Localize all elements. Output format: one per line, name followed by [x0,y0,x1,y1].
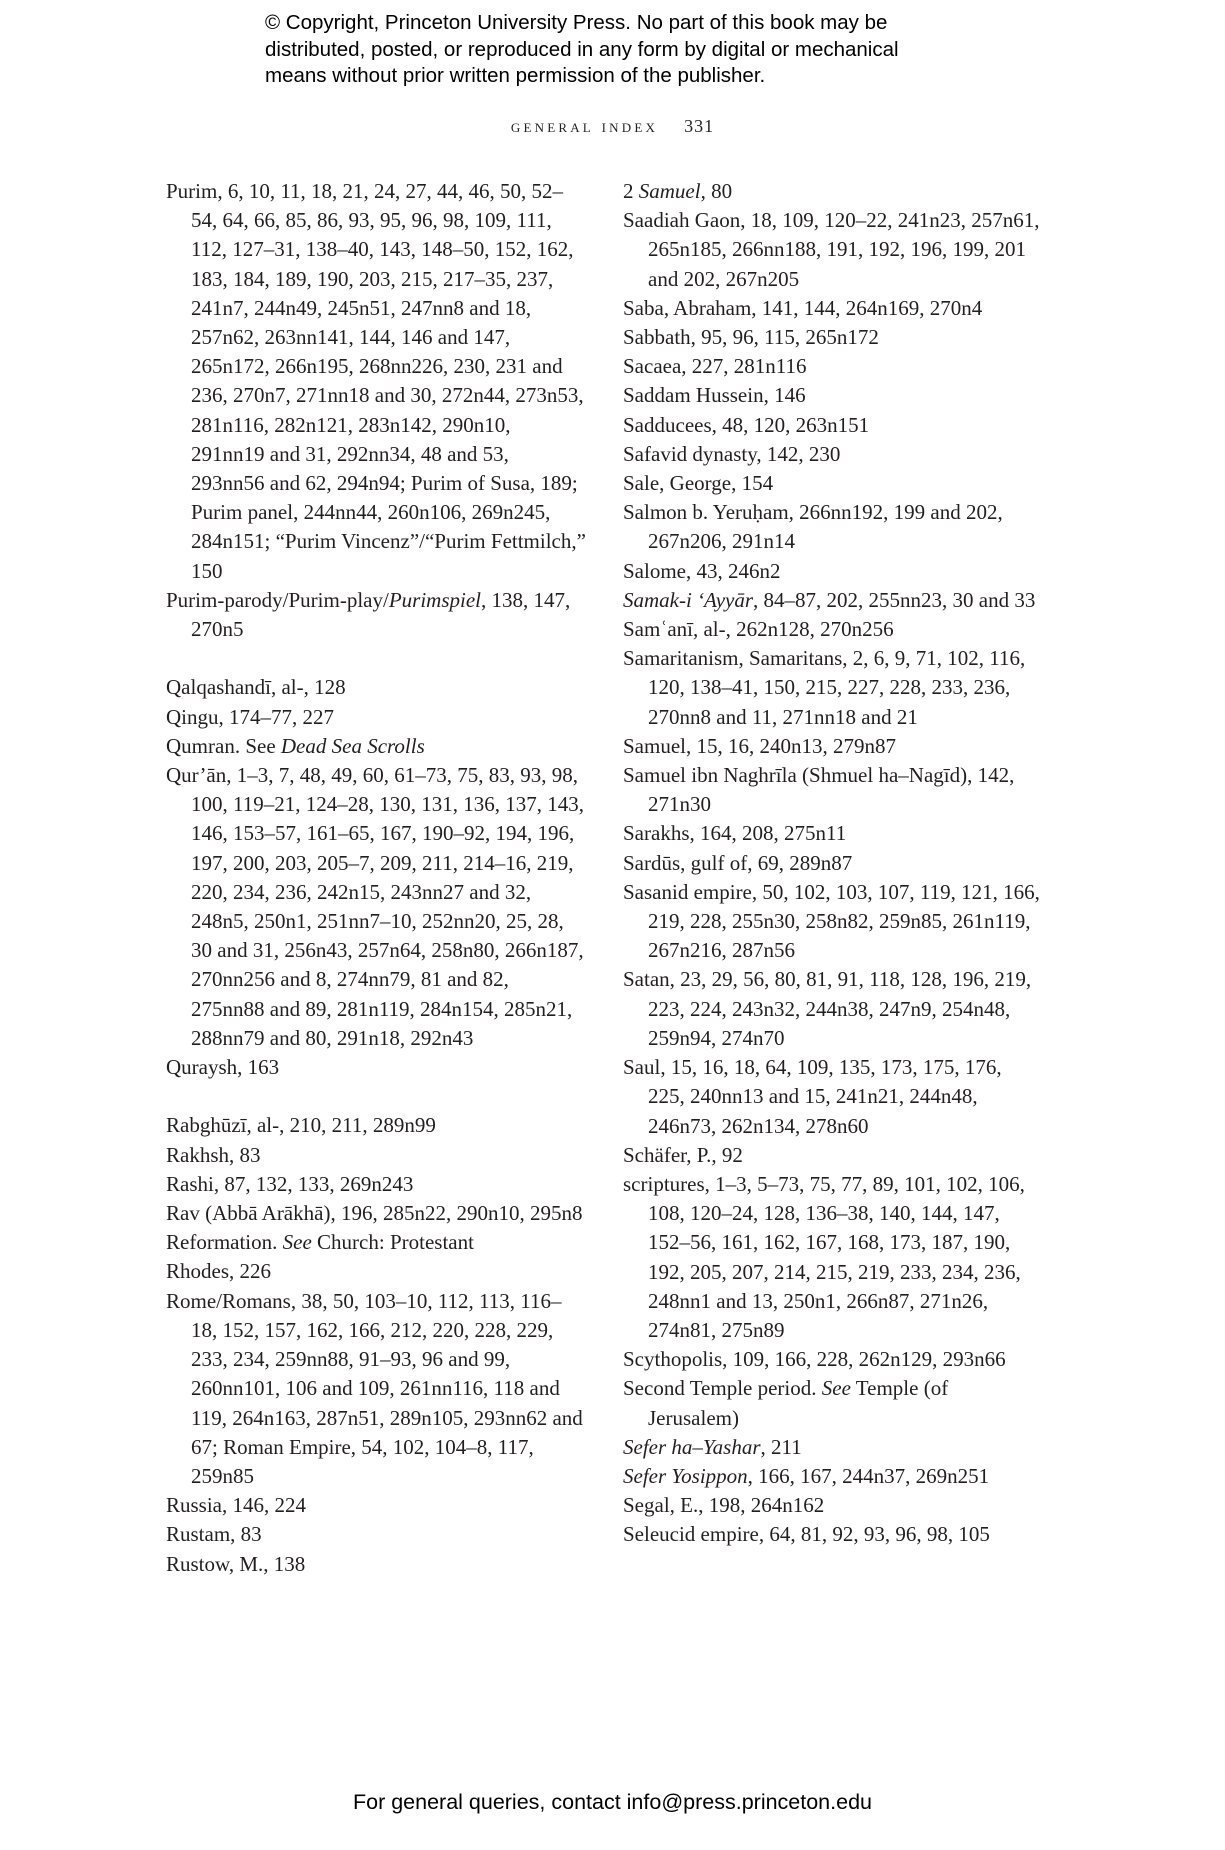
index-entry-text: Church: Protestant [311,1230,474,1255]
index-entry [166,1491,586,1520]
index-entry-text: Rashi, 87, 132, 133, 269n243 [166,1171,414,1196]
index-entry-text: Samuel, 15, 16, 240n13, 279n87 [623,733,896,758]
index-entry-text: Sabbath, 95, 96, 115, 265n172 [623,325,879,350]
page-number: 331 [684,116,715,136]
index-entry [166,1287,586,1491]
index-entry-text: Rabghūzī, al-, 210, 211, 289n99 [166,1113,436,1138]
index-entry-text: Schäfer, P., 92 [623,1142,743,1167]
index-entry-text: Salome, 43, 246n2 [623,558,781,583]
index-entry [166,1170,586,1199]
index-entry [623,819,1043,848]
index-entry-italic-text: Samuel [638,179,701,203]
index-entry-text: Sarakhs, 164, 208, 275n11 [623,821,847,846]
index-entry [623,1491,1043,1520]
index-entry-text: Sacaea, 227, 281n116 [623,354,807,379]
index-entry-italic-text: Samak-i ‘Ayyār [623,587,754,612]
index-entry-text: Satan, 23, 29, 56, 80, 81, 91, 118, 128, 196, 219, 223, 224, 243n32, 244n38, 247n9, 254n48, 259n94, 274n70 [623,967,1032,1050]
index-entry-italic-text: Dead Sea Scrolls [280,733,425,758]
index-entry-text: Rakhsh, 83 [166,1142,261,1167]
index-entry-text: , 166, 167, 244n37, 269n251 [747,1463,990,1488]
index-entry [623,1462,1043,1491]
index-entry [623,1141,1043,1170]
index-entry [166,177,586,586]
index-entry [623,761,1043,819]
index-entry [623,1520,1043,1549]
index-entry [166,1199,586,1228]
index-entry-italic-text: See [282,1230,312,1255]
index-entry [623,498,1043,556]
index-entry-italic-text: Sefer Yosippon [623,1463,748,1488]
index-entry-text: Scythopolis, 109, 166, 228, 262n129, 293n66 [623,1347,1006,1372]
index-column-left [166,177,586,1579]
index-entry-text: 2 [623,179,639,203]
copyright-notice [265,10,1025,90]
index-entry [166,1053,586,1082]
copyright-line: distributed, posted, or reproduced in any form by digital or mechanical [265,37,899,61]
index-entry-text: Russia, 146, 224 [166,1493,307,1518]
index-entry-text: Purim-parody/Purim-play/ [166,587,389,612]
index-entry [166,673,586,702]
running-head [0,116,1225,137]
index-entry-text: Segal, E., 198, 264n162 [623,1493,825,1518]
index-entry-text: Rome/Romans, 38, 50, 103–10, 112, 113, 116–18, 152, 157, 162, 166, 212, 220, 228, 229, 233, 234, 259nn88, 91–93, 96 and 99, 260nn101, 106 and 109, 261nn116, 118 and 119, 264n163, 287n51, 289n105, 293nn62 and 67; Roman Empire, 54, 102, 104–8, 117, 259n85 [166,1288,583,1488]
index-entry [166,1141,586,1170]
running-head-title: general index [510,116,659,136]
index-entry [623,440,1043,469]
index-entry-italic-text: See [821,1376,851,1401]
index-entry-text: Qumran. See [166,733,281,758]
index-entry [166,732,586,761]
index-entry [623,1170,1043,1345]
index-entry [623,557,1043,586]
index-entry-text: Second Temple period. [623,1376,822,1401]
index-column-right [623,177,1043,1550]
index-entry-text: Saba, Abraham, 141, 144, 264n169, 270n4 [623,295,983,320]
index-entry-text: Qalqashandī, al-, 128 [166,675,346,700]
index-entry [623,878,1043,966]
index-entry [623,411,1043,440]
index-entry-text: Saul, 15, 16, 18, 64, 109, 135, 173, 175, 176, 225, 240nn13 and 15, 241n21, 244n48, 246n73, 262n134, 278n60 [623,1055,1002,1138]
letter-group-gap [166,1082,586,1111]
index-entry [623,1374,1043,1432]
index-entry-text: Sardūs, gulf of, 69, 289n87 [623,850,853,875]
index-entry-text: Qingu, 174–77, 227 [166,704,334,729]
index-entry-text: scriptures, 1–3, 5–73, 75, 77, 89, 101, 102, 106, 108, 120–24, 128, 136–38, 140, 144, 147, 152–56, 161, 162, 167, 168, 173, 187, 190, 192, 205, 207, 214, 215, 219, 233, 234, 236, 248nn1 and 13, 250n1, 266n87, 271n26, 274n81, 275n89 [623,1171,1025,1342]
index-entry [623,849,1043,878]
index-entry [623,381,1043,410]
index-entry [623,965,1043,1053]
index-entry-text: Samʿanī, al-, 262n128, 270n256 [623,617,894,642]
index-entry [623,732,1043,761]
index-entry [166,1520,586,1549]
index-entry [623,469,1043,498]
index-entry [623,644,1043,732]
index-entry-text: Rav (Abbā Arākhā), 196, 285n22, 290n10, 295n8 [166,1201,583,1226]
index-entry [623,323,1043,352]
copyright-line: © Copyright, Princeton University Press. No part of this book may be [265,11,888,34]
index-entry-text: Sale, George, 154 [623,471,774,496]
index-entry [623,586,1043,615]
index-entry-text: Salmon b. Yeruḥam, 266nn192, 199 and 202, 267n206, 291n14 [623,500,1003,554]
copyright-line: means without prior written permission of the publisher. [265,64,766,87]
index-entry-text: Rustam, 83 [166,1522,262,1547]
footer-contact: For general queries, contact info@press.princeton.edu [352,1790,872,1814]
index-entry-text: Rustow, M., 138 [166,1551,306,1576]
index-entry-italic-text: Purimspiel [388,587,481,612]
index-entry [166,586,586,644]
index-entry [623,1345,1043,1374]
index-entry [623,615,1043,644]
index-entry-text: , 138, 147, 270n5 [191,587,571,642]
index-entry-text: Purim, 6, 10, 11, 18, 21, 24, 27, 44, 46, 50, 52–54, 64, 66, 85, 86, 93, 95, 96, 98, 109, 111, 112, 127–31, 138–40, 143, 148–50, 152, 162, 183, 184, 189, 190, 203, 215, 217–35, 237, 241n7, 244n49, 245n51, 247nn8 and 18, 257n62, 263nn141, 144, 146 and 147, 265n172, 266n195, 268nn226, 230, 231 and 236, 270n7, 271nn18 and 30, 272n44, 273n53, 281n116, 282n121, 283n142, 290n10, 291nn19 and 31, 292nn34, 48 and 53, 293nn56 and 62, 294n94; Purim of Susa, 189; Purim panel, 244nn44, 260n106, 269n245, 284n151; “Purim Vincenz”/“Purim Fettmilch,” 150 [166,179,586,583]
index-entry-text: Sasanid empire, 50, 102, 103, 107, 119, 121, 166, 219, 228, 255n30, 258n82, 259n85, 261n119, 267n216, 287n56 [623,879,1040,963]
index-entry-italic-text: Sefer ha–Yashar [623,1434,761,1459]
index-entry-text: Samaritanism, Samaritans, 2, 6, 9, 71, 102, 116, 120, 138–41, 150, 215, 227, 228, 233, 236, 270nn8 and 11, 271nn18 and 21 [623,646,1026,729]
index-entry-text: Saddam Hussein, 146 [623,383,806,408]
index-entry-text: Temple (of Jerusalem) [648,1376,949,1430]
index-entry-text: Safavid dynasty, 142, 230 [623,441,841,466]
letter-group-gap [166,644,586,673]
index-entry-text: Rhodes, 226 [166,1259,271,1284]
index-entry-text: , 211 [760,1434,802,1459]
index-entry-text: Saadiah Gaon, 18, 109, 120–22, 241n23, 257n61, 265n185, 266nn188, 191, 192, 196, 199, 201 and 202, 267n205 [623,208,1040,291]
index-entry-text: Quraysh, 163 [166,1055,280,1080]
index-entry [623,352,1043,381]
index-entry-text: , 80 [700,179,733,203]
index-entry [166,1228,586,1257]
index-entry-text: Sadducees, 48, 120, 263n151 [623,412,870,437]
index-entry [166,703,586,732]
index-entry-text: Seleucid empire, 64, 81, 92, 93, 96, 98, 105 [623,1522,990,1547]
index-entry [623,1433,1043,1462]
index-entry [623,294,1043,323]
index-entry [623,1053,1043,1141]
index-entry [623,177,1043,206]
index-entry [166,1550,586,1579]
index-entry-text: Qur’ān, 1–3, 7, 48, 49, 60, 61–73, 75, 83, 93, 98, 100, 119–21, 124–28, 130, 131, 136, 137, 143, 146, 153–57, 161–65, 167, 190–92, 194, 196, 197, 200, 203, 205–7, 209, 211, 214–16, 219, 220, 234, 236, 242n15, 243nn27 and 32, 248n5, 250n1, 251nn7–10, 252nn20, 25, 28, 30 and 31, 256n43, 257n64, 258n80, 266n187, 270nn256 and 8, 274nn79, 81 and 82, 275nn88 and 89, 281n119, 284n154, 285n21, 288nn79 and 80, 291n18, 292n43 [166,763,584,1050]
index-entry [166,1257,586,1286]
index-entry-text: Samuel ibn Naghrīla (Shmuel ha–Nagīd), 142, 271n30 [623,763,1015,817]
index-entry [166,1111,586,1140]
index-entry-text: Reformation. [166,1230,283,1255]
index-entry [623,206,1043,294]
index-entry [166,761,586,1053]
index-entry-text: , 84–87, 202, 255nn23, 30 and 33 [753,587,1036,612]
